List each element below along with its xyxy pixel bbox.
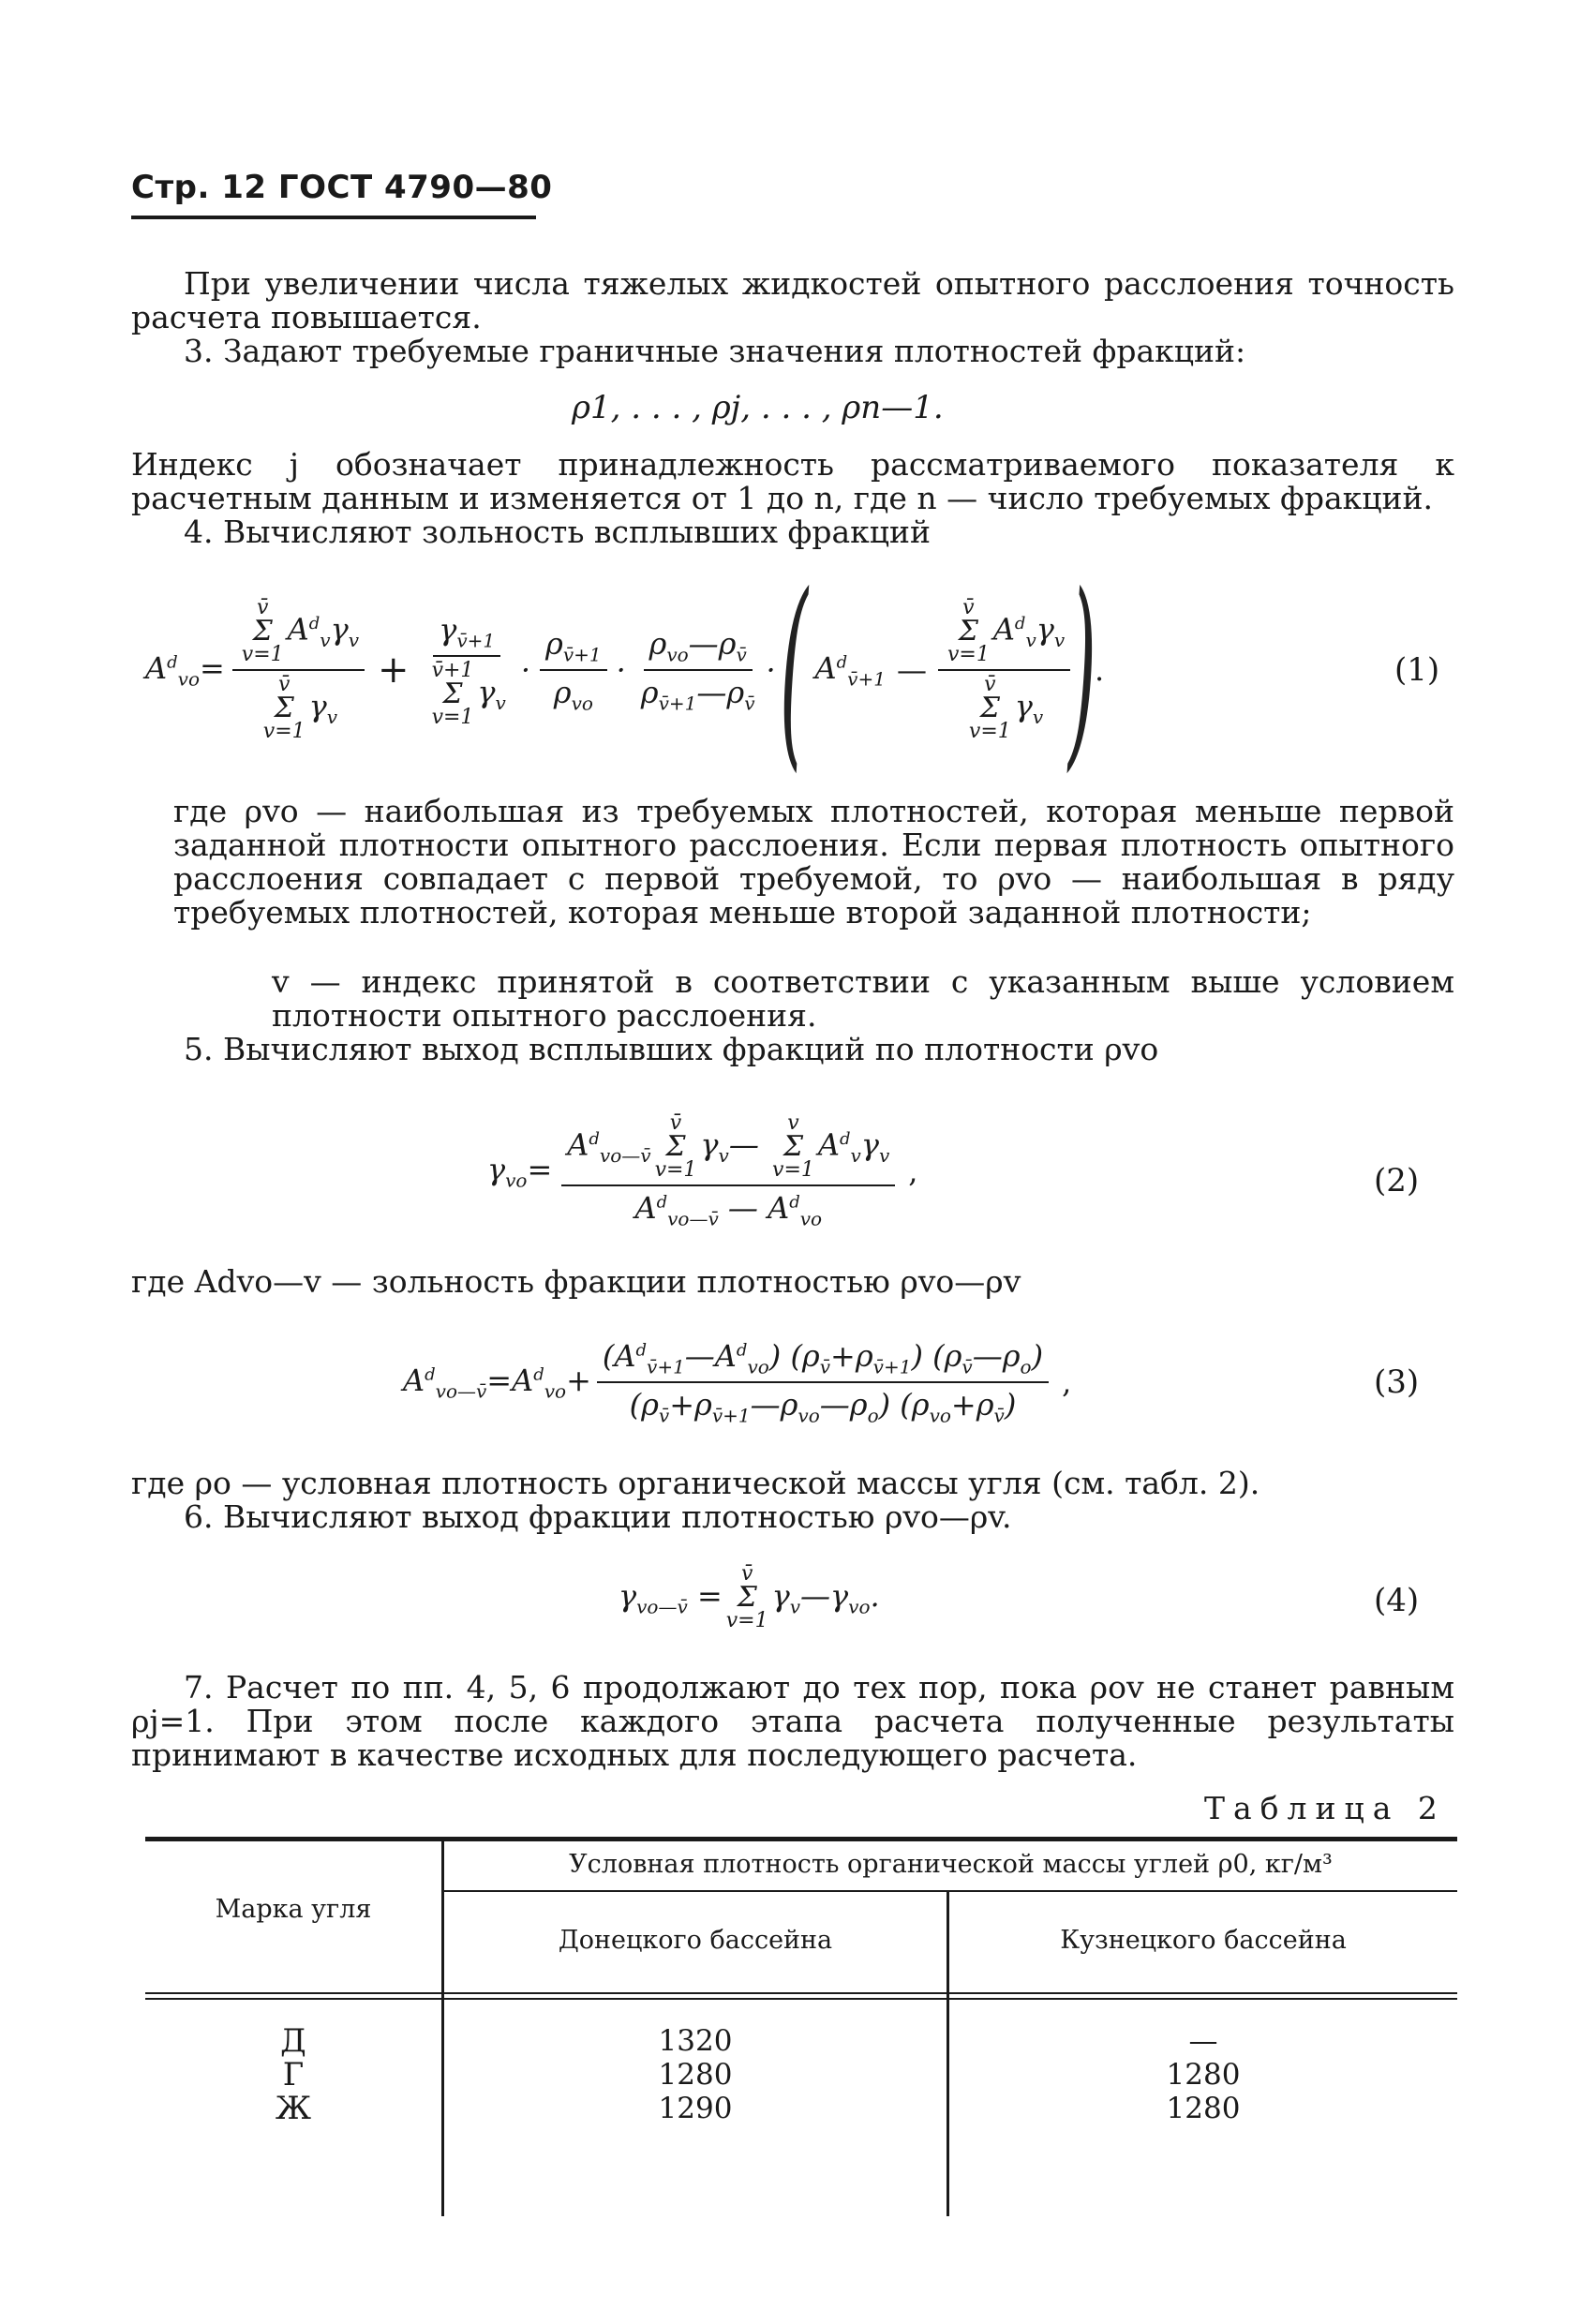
where-rho-vo: где ρvo — наибольшая из требуемых плотностей, которая меньше первой заданной плотности опытного расслоения. Если первая плотность опытного расслоения совпадает с первой требуемой, то ρvo — наибольшая в ряду требуемых плотностей, которая меньше второй заданной плотности; <box>173 793 1454 931</box>
page-number: Стр. 12 <box>131 169 267 206</box>
table-row-donetsk: 1320 <box>658 2024 733 2058</box>
table-row-kuznetsk: 1280 <box>1166 2092 1241 2125</box>
item-4-text: 4. Вычисляют зольность всплывших фракций <box>184 514 931 550</box>
table-row-mark: Г <box>282 2056 305 2093</box>
page-header <box>131 169 552 206</box>
header-rule <box>131 216 536 219</box>
table-row-kuznetsk: 1280 <box>1166 2058 1241 2092</box>
equation-3-number: (3) <box>1374 1363 1420 1401</box>
equation-3: $A^d_{vo—v̄}=A^d_{vo}+$ $\frac{(A^d_{v̄+1}—A^d_{vo}) (\rho_{v̄}+\rho_{v̄+1}) (\rho_{v̄}—\rho_o)}{(\rho_{v̄}+\rho_{v̄+1}—\rho_{vo}—\rho_o) (\rho_{vo}+\rho_{v̄})}$ , <box>403 1337 1072 1427</box>
item-7-text: 7. Расчет по пп. 4, 5, 6 продолжают до тех пор, пока ρov не станет равным ρj=1. При этом после каждого этапа расчета полученные результаты принимают в качестве исходных для последующего расчета. <box>131 1669 1454 1773</box>
col-mark-header: Марка угля <box>215 1895 372 1924</box>
equation-1: $A^d_{vo}=$ v̄ Σ v=1 $A^d_v\gamma_v$ v̄ Σ v=1 $\gamma_v$ + $\gamma_{v̄+1}$ v̄+1 Σ v=1 $\gamma_v$ · $\frac{\rho_{v̄+1}}{\rho_{vo}}$ · $\frac{\rho_{vo}—\rho_{v̄}}{\rho_{v̄+1}—\rho_{v̄}}$ · ( $A^d_{v̄+1}$ — v̄ Σ v=1 $A^d_v\gamma_v$ v̄ Σ v=1 $\gamma_v$ ) . <box>145 550 1105 790</box>
item-6-text: 6. Вычисляют выход фракции плотностью ρvo—ρv. <box>184 1498 1012 1535</box>
intro-paragraph: При увеличении числа тяжелых жидкостей опытного расслоения точность расчета повышается. <box>131 265 1454 335</box>
table-row-donetsk: 1280 <box>658 2058 733 2092</box>
equation-1-number: (1) <box>1394 651 1440 689</box>
col-kuznetsk-header: Кузнецкого бассейна <box>1060 1926 1347 1955</box>
table-caption: Таблица 2 <box>1204 1790 1446 1826</box>
item-5-text: 5. Вычисляют выход всплывших фракций по плотности ρvo <box>184 1031 1159 1067</box>
equation-4: $\gamma_{vo—v̄}$ = v̄ Σ v=1 $\gamma_v—\gamma_{vo}$. <box>619 1562 880 1632</box>
col-donetsk-header: Донецкого бассейна <box>558 1926 833 1955</box>
table-row-donetsk: 1290 <box>658 2092 733 2125</box>
where-rho-o: где ρo — условная плотность органической массы угля (см. табл. 2). <box>131 1465 1260 1501</box>
standard-number: ГОСТ 4790—80 <box>277 169 553 206</box>
table-row-kuznetsk: — <box>1188 2024 1218 2058</box>
equation-4-number: (4) <box>1374 1582 1420 1619</box>
group-header: Условная плотность органической массы углей ρ0, кг/м³ <box>569 1850 1333 1879</box>
item-3-text: 3. Задают требуемые граничные значения плотностей фракций: <box>184 333 1246 369</box>
where-a-vo-v: где Advo—v — зольность фракции плотностью ρvo—ρv <box>131 1263 1021 1300</box>
where-v-index: v — индекс принятой в соответствии с указанным выше условием плотности опытного расслоения. <box>272 963 1454 1034</box>
equation-2-number: (2) <box>1374 1162 1420 1199</box>
item-3-note: Индекс j обозначает принадлежность рассматриваемого показателя к расчетным данным и изменяется от 1 до n, где n — число требуемых фракций. <box>131 446 1454 516</box>
item-3-formula: ρ1, . . . , ρj, . . . , ρn—1. <box>572 389 944 426</box>
table-2 <box>145 1837 1457 2230</box>
table-row-mark: Д <box>280 2022 306 2060</box>
table-row-mark: Ж <box>275 2090 312 2127</box>
equation-2: $\gamma_{vo}=$ $A^d_{vo—v̄}$ v̄ Σ v=1 $\gamma_v—$ v Σ v=1 $A^d_v\gamma_v$ $A^d_{vo—v̄}$ — $A^d_{vo}$ , <box>487 1110 918 1230</box>
